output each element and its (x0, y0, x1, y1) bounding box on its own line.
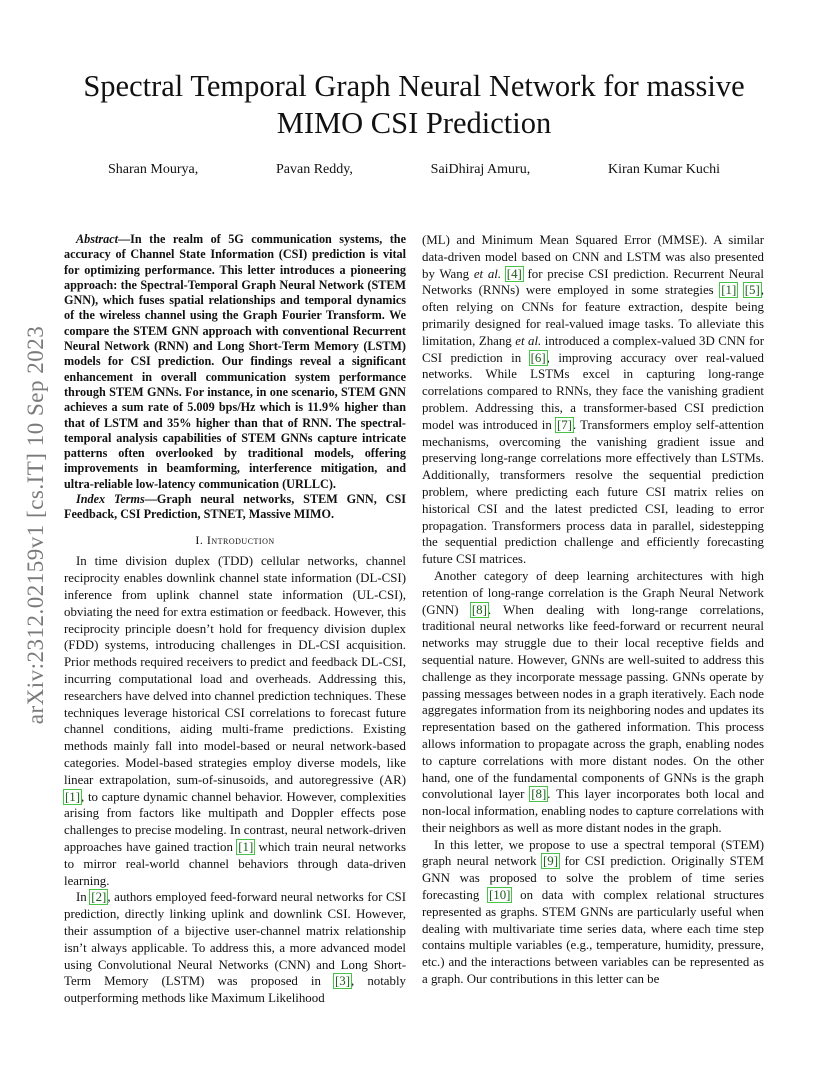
citation-link[interactable]: [1] (65, 789, 81, 804)
arxiv-identifier-sidebar (16, 290, 56, 760)
section-heading-introduction (64, 532, 406, 549)
abstract (64, 232, 406, 492)
section-title: Introduction (206, 532, 275, 547)
paragraph-2: In [2], authors employed feed-forward neural networks for CSI prediction, directly linking uplink and downlink CSI. However, their assumption of a bijective user-channel matrix relationship isn’t always applicable. To address this, a more advanced model using Convolutional Neural Networks (CNN) and Long Short-Term Memory (LSTM) was proposed in [3], notably outperforming methods like Maximum Likelihood (64, 890, 407, 1006)
citation-link[interactable]: [8] (531, 787, 547, 802)
author-list (108, 162, 720, 178)
paper-title: Spectral Temporal Graph Neural Network for massive MIMO CSI Prediction (83, 69, 745, 140)
citation-link[interactable]: [3] (335, 974, 351, 989)
index-terms (64, 492, 406, 523)
citation-link[interactable]: [2] (91, 890, 107, 905)
index-terms-label: Index Terms (76, 492, 145, 507)
index-terms-text: —Graph neural networks, STEM GNN, CSI Feedback, CSI Prediction, STNET, Massive MIMO. (64, 492, 406, 522)
paragraph-5: In this letter, we propose to use a spectral temporal (STEM) graph neural network [9] for CSI prediction. Originally STEM GNN was proposed to solve the problem of time series forecasting [10] on data with complex relational structures represented as graphs. STEM GNNs are particularly useful when dealing with multivariate time series data, where each time step contains multiple variables (e.g., temperature, humidity, pressure, etc.) and the interactions between variables can be represented as a graph. Our contributions in this letter can be (422, 837, 764, 987)
section-number: I. (195, 532, 204, 547)
citation-link[interactable]: [4] (506, 266, 522, 281)
citation-link[interactable]: [6] (530, 350, 546, 365)
author-1: Sharan Mourya, (108, 162, 199, 177)
paragraph-4: Another category of deep learning architectures with high retention of long-range correlation is the Graph Neural Network (GNN) [8]. When dealing with long-range correlations, traditional neural networks like feed-forward or recurrent neural networks may struggle due to their local receptive fields and sequential nature. However, GNNs are well-suited to address this challenge as they incorporate message passing. GNNs operate by passing messages between nodes in a graph iteratively. Each node aggregates information from its neighboring nodes and updates its representation based on the gathered information. This process allows information to propagate across the graph, enabling nodes to capture correlations with more distant nodes. On the other hand, one of the fundamental components of GNNs is the graph convolutional layer [8]. This layer incorporates both local and non-local information, enabling nodes to capture correlations with their neighbors as well as more distant nodes in the graph. (422, 568, 765, 835)
left-column (64, 232, 406, 1007)
citation-link[interactable]: [10] (488, 888, 511, 903)
abstract-text: —In the realm of 5G communication systems, the accuracy of Channel State Information (CSI) prediction is vital for optimizing performance. This letter introduces a pioneering approach: the Spectral-Temporal Graph Neural Network (STEM GNN), which fuses spatial relationships and temporal dynamics of the wireless channel using the Graph Fourier Transform. We compare the STEM GNN approach with conventional Recurrent Neural Network (RNN) and Long Short-Term Memory (LSTM) models for CSI prediction. Our findings reveal a significant enhancement in overall communication system performance through STEM GNNs. For instance, in one scenario, STEM GNN achieves a sum rate of 5.009 bps/Hz which is 11.9% higher than that of LSTM and 35% higher than that of RNN. The spectral-temporal analysis capabilities of STEM GNNs capture intricate patterns often overlooked by traditional models, offering improvements in beamforming, interference mitigation, and ultra-reliable low-latency communication (URLLC). (64, 232, 406, 491)
citation-link[interactable]: [1] (238, 839, 254, 854)
citation-link[interactable]: [7] (556, 417, 572, 432)
author-3: SaiDhiraj Amuru, (430, 162, 531, 177)
author-2: Pavan Reddy, (276, 162, 353, 177)
paragraph-3: (ML) and Minimum Mean Squared Error (MMSE). A similar data-driven model based on CNN and LSTM was also presented by Wang et al. [4] for precise CSI prediction. Recurrent Neural Networks (RNNs) were employed in some strategies [1] [5], often relying on CNNs for feature extraction, despite being primarily designed for real-valued image tasks. To alleviate this limitation, Zhang et al. introduced a complex-valued 3D CNN for CSI prediction in [6], improving accuracy over real-valued networks. While LSTMs excel in capturing long-range correlations compared to RNNs, they face the vanishing gradient problem. Addressing this, a transformer-based CSI prediction model was introduced in [7]. Transformers employ self-attention mechanisms, overcoming the vanishing gradient issue and preserving long-range correlations more effectively than LSTMs. Additionally, transformers resolve the sequential prediction problem, where predicting each future CSI matrix relies on historical CSI and the latest predicted CSI, leading to error propagation. Transformers process data in parallel, sidestepping the sequential prediction challenge and efficiently forecasting future CSI matrices. (422, 233, 764, 567)
arxiv-identifier: arXiv:2312.02159v1 [cs.IT] 10 Sep 2023 (23, 325, 49, 725)
citation-link[interactable]: [9] (543, 854, 559, 869)
abstract-label: Abstract (76, 232, 118, 246)
author-4: Kiran Kumar Kuchi (608, 162, 720, 177)
citation-link[interactable]: [1] (721, 283, 737, 298)
paragraph-1: In time division duplex (TDD) cellular networks, channel reciprocity enables downlink channel state information (DL-CSI) inference from uplink channel state information (UL-CSI), obviating the need for extra estimation or feedback. However, this reciprocity principle doesn’t hold for frequency division duplex (FDD) systems, introducing challenges in DL-CSI acquisition. Prior methods required receivers to predict and feedback DL-CSI, incurring computational load and overheads. Addressing this, researchers have delved into channel prediction techniques. These techniques leverage historical CSI correlations to forecast future channel conditions, aiding multi-frame predictions. Existing methods mainly fall into model-based or neural network-based categories. Model-based strategies employ diverse models, like linear extrapolation, sum-of-sinusoids, and autoregressive (AR) [1], to capture dynamic channel behavior. However, complexities arising from factors like multipath and Doppler effects pose challenges to precise modeling. In contrast, neural network-driven approaches have gained traction [1] which train neural networks to mirror real-world channel behaviors through data-driven learning. (64, 554, 407, 888)
citation-link[interactable]: [8] (471, 602, 487, 617)
citation-link[interactable]: [5] (744, 283, 760, 298)
right-column (422, 232, 764, 988)
